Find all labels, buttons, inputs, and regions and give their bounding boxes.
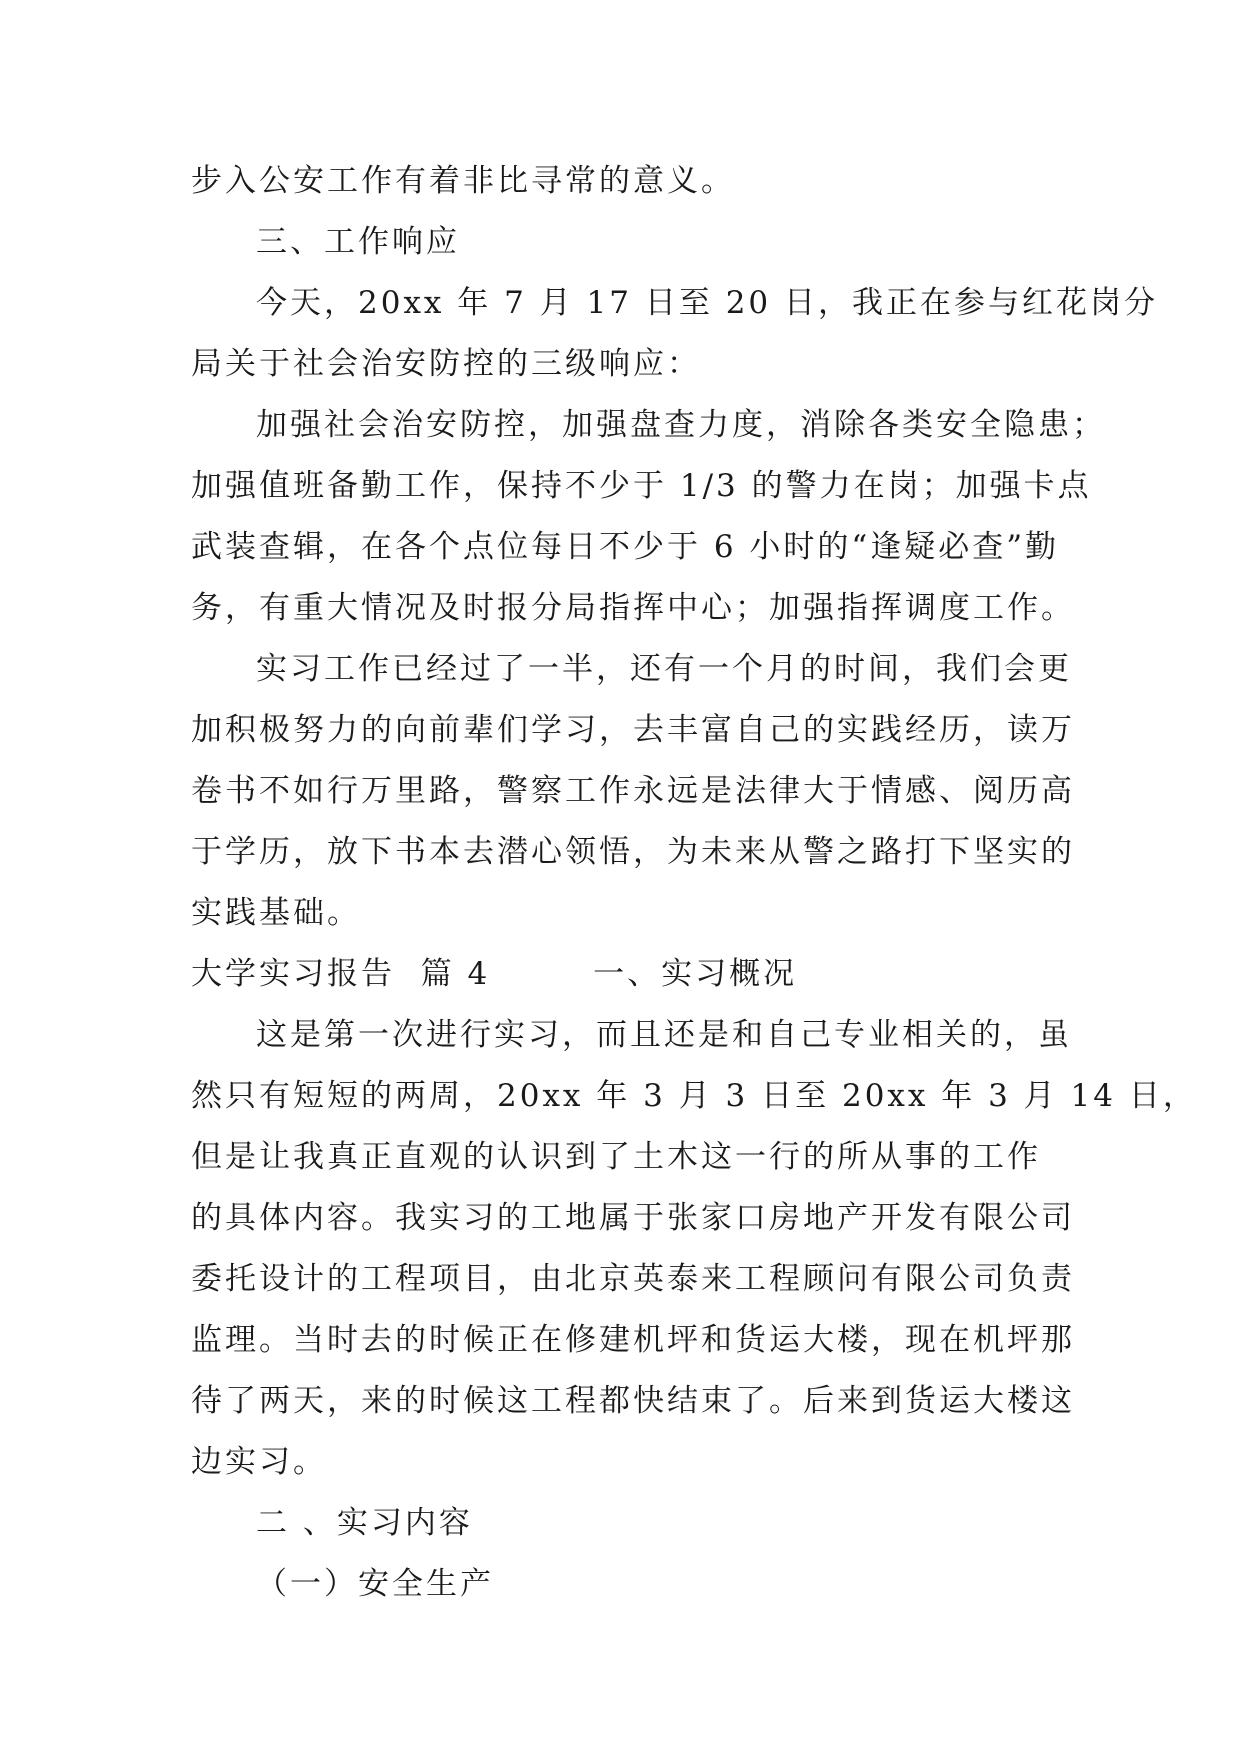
- text-line: 实践基础。: [191, 895, 361, 931]
- section-heading: 二 、实习内容: [256, 1505, 473, 1541]
- text-line: 但是让我真正直观的认识到了土木这一行的所从事的工作: [191, 1139, 1041, 1175]
- section-heading: 三、工作响应: [256, 224, 460, 260]
- text-line: 于学历，放下书本去潜心领悟，为未来从警之路打下坚实的: [191, 834, 1075, 870]
- report-heading: 大学实习报告 篇 4 一、实习概况: [191, 956, 798, 992]
- text-line: 局关于社会治安防控的三级响应：: [191, 346, 701, 382]
- text-line: 加强值班备勤工作，保持不少于 1/3 的警力在岗；加强卡点: [191, 468, 1092, 504]
- text-line: 务，有重大情况及时报分局指挥中心；加强指挥调度工作。: [191, 590, 1075, 626]
- text-line: 今天，20xx 年 7 月 17 日至 20 日，我正在参与红花岗分: [256, 285, 1159, 321]
- text-line: 委托设计的工程项目，由北京英泰来工程顾问有限公司负责: [191, 1261, 1075, 1297]
- text-line: 实习工作已经过了一半，还有一个月的时间，我们会更: [256, 651, 1072, 687]
- subsection-heading: （一）安全生产: [256, 1566, 494, 1602]
- text-line: 这是第一次进行实习，而且还是和自己专业相关的，虽: [256, 1017, 1072, 1053]
- text-line: 然只有短短的两周，20xx 年 3 月 3 日至 20xx 年 3 月 14 日，: [191, 1078, 1197, 1114]
- text-line: 的具体内容。我实习的工地属于张家口房地产开发有限公司: [191, 1200, 1075, 1236]
- text-line: 武装查辑，在各个点位每日不少于 6 小时的“逢疑必查”勤: [191, 529, 1060, 565]
- text-line: 加强社会治安防控，加强盘查力度，消除各类安全隐患；: [256, 407, 1106, 443]
- text-line: 监理。当时去的时候正在修建机坪和货运大楼，现在机坪那: [191, 1322, 1075, 1358]
- text-line: 步入公安工作有着非比寻常的意义。: [191, 163, 735, 199]
- text-line: 加积极努力的向前辈们学习，去丰富自己的实践经历，读万: [191, 712, 1075, 748]
- text-line: 卷书不如行万里路，警察工作永远是法律大于情感、阅历高: [191, 773, 1075, 809]
- text-line: 待了两天，来的时候这工程都快结束了。后来到货运大楼这: [191, 1383, 1075, 1419]
- text-line: 边实习。: [191, 1444, 327, 1480]
